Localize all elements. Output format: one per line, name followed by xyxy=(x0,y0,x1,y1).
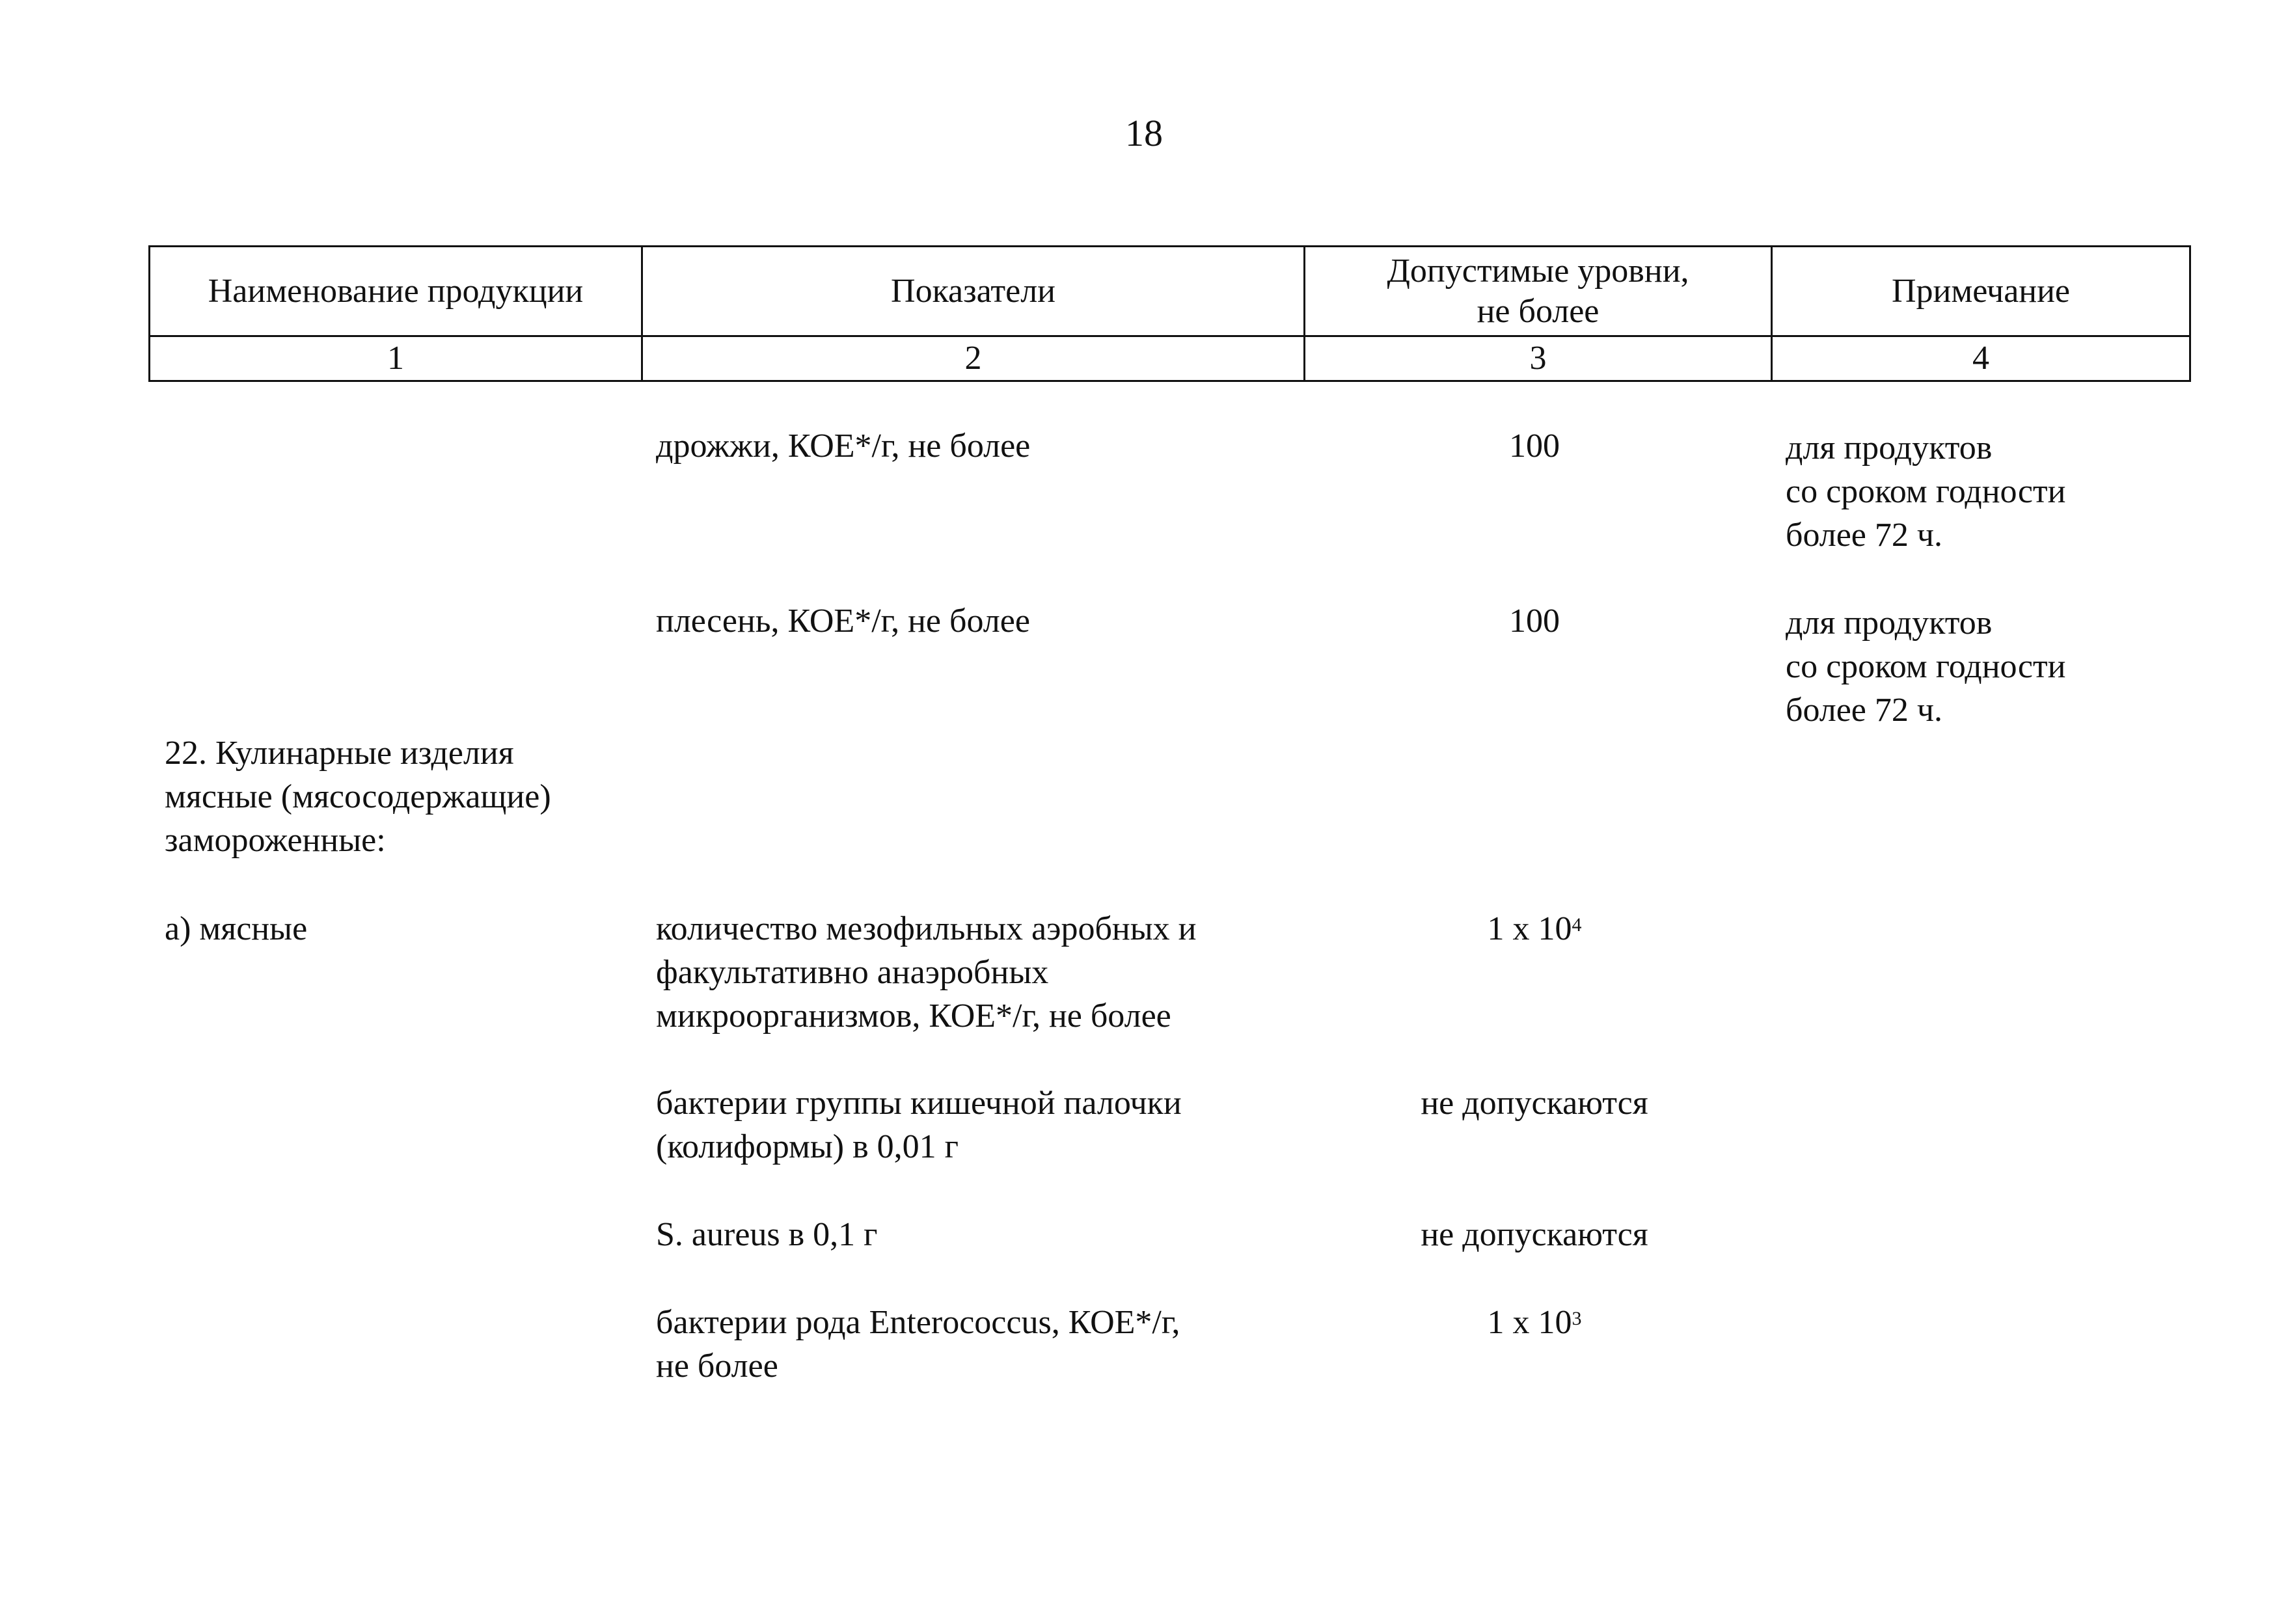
page-number: 18 xyxy=(1125,112,1163,154)
header-note: Примечание xyxy=(1772,247,2190,336)
header-indicators: Показатели xyxy=(642,247,1305,336)
level-exponent: 4 xyxy=(1572,914,1582,936)
level-yeast: 100 xyxy=(1509,427,1560,465)
level-coliforms: не допускаются xyxy=(1421,1085,1648,1122)
note-mold: для продуктов со сроком годности более 72 ч. xyxy=(1786,604,2066,729)
indicator-mesophilic: количество мезофильных аэробных и факультативно анаэробных микроорганизмов, КОЕ*/г, не более xyxy=(656,910,1197,1035)
indicator-enterococcus: бактерии рода Enterococcus, КОЕ*/г, не более xyxy=(656,1304,1180,1385)
indicator-coliforms: бактерии группы кишечной палочки (колиформы) в 0,01 г xyxy=(656,1085,1182,1165)
product-group-22: 22. Кулинарные изделия мясные (мясосодержащие) замороженные: xyxy=(165,735,551,859)
level-mesophilic xyxy=(1290,907,1778,951)
column-number-4: 4 xyxy=(1772,336,2190,381)
product-meat: а) мясные xyxy=(165,910,308,947)
table-header xyxy=(148,245,2191,382)
indicator-yeast: дрожжи, КОЕ*/г, не более xyxy=(656,427,1031,465)
level-enterococcus xyxy=(1290,1301,1778,1344)
level-base: 1 х 10 xyxy=(1487,1304,1572,1341)
level-exponent: 3 xyxy=(1572,1308,1582,1329)
indicator-s-aureus: S. aureus в 0,1 г xyxy=(656,1216,878,1253)
level-s-aureus: не допускаются xyxy=(1421,1216,1648,1253)
level-mold: 100 xyxy=(1509,602,1560,640)
note-yeast: для продуктов со сроком годности более 72 ч. xyxy=(1786,429,2066,554)
header-allowed-levels: Допустимые уровни, не более xyxy=(1305,247,1772,336)
column-number-row xyxy=(150,336,2190,381)
indicator-mold: плесень, КОЕ*/г, не более xyxy=(656,602,1030,640)
column-number-3: 3 xyxy=(1305,336,1772,381)
column-number-2: 2 xyxy=(642,336,1305,381)
header-row xyxy=(150,247,2190,336)
level-base: 1 х 10 xyxy=(1487,910,1572,947)
header-product-name: Наименование продукции xyxy=(150,247,642,336)
column-number-1: 1 xyxy=(150,336,642,381)
